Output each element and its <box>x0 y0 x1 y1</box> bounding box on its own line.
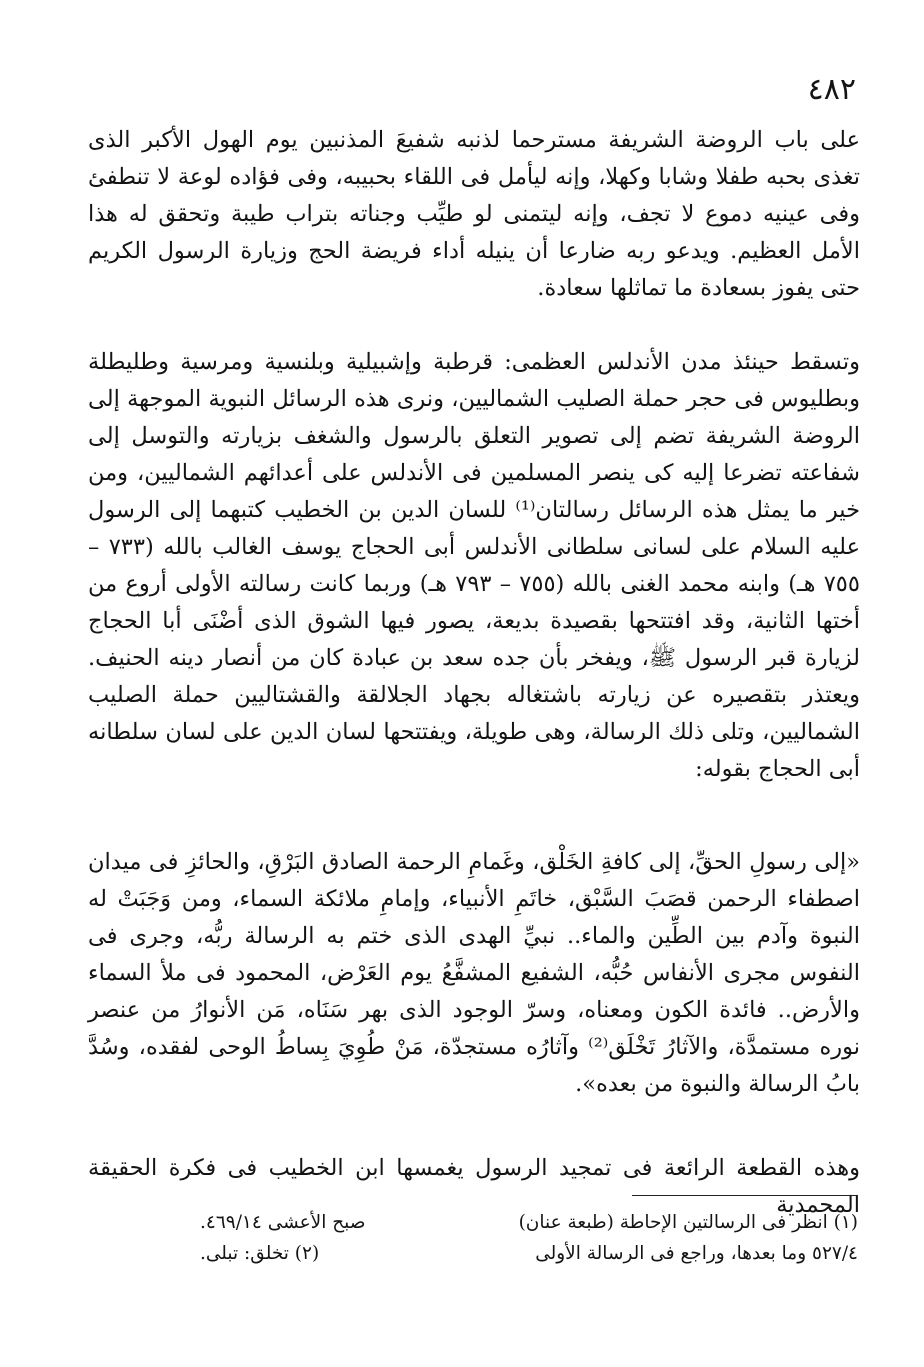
page-number: ٤٨٢ <box>807 72 856 107</box>
paragraph-2 <box>88 344 860 788</box>
footnote-row-2 <box>200 1238 858 1269</box>
footnote-1: (١) انظر فى الرسالتين الإحاطة (طبعة عنان) <box>518 1212 858 1233</box>
footnote-1-continued: ٥٢٧/٤ وما بعدها، وراجع فى الرسالة الأولى <box>535 1243 858 1264</box>
paragraph-text: وهذه القطعة الرائعة فى تمجيد الرسول يغمسها ابن الخطيب فى فكرة الحقيقة المحمدية <box>88 1155 860 1218</box>
quote-text: «إلى رسولِ الحقِّ، إلى كافةِ الخَلْق، وغَمامِ الرحمة الصادق البَرْقِ، والحائزِ فى ميدان اصطفاء الرحمن قصَبَ السَّبْق، خاتَمِ الأنبياء، وإمامِ ملائكة السماء، ومن وَجَبَتْ له النبوة وآدم بين الطِّين والماء.. نبيِّ الهدى الذى ختم به الرسالة ربُّه، وجرى فى النفوس مجرى الأنفاس حُبُّه، الشفيع المشفَّعُ يوم العَرْض، المحمود فى ملأ السماء والأرض.. فائدة الكون ومعناه، وسرّ الوجود الذى بهر سَنَاه، مَن الأنوارُ من عنصر نوره مستمدَّة، والآثارُ تَخْلَق⁽²⁾ وآثارُه مستجدّة، مَنْ طُوِيَ بِساطُ الوحى لفقده، وسُدَّ بابُ الرسالة والنبوة من بعده». <box>88 849 860 1097</box>
footnote-row-1 <box>200 1207 858 1238</box>
footnotes <box>200 1207 858 1269</box>
paragraph-1 <box>88 122 860 307</box>
footnote-divider <box>632 1195 857 1196</box>
footnote-2: (٢) تخلق: تبلى. <box>200 1243 320 1264</box>
paragraph-text: على باب الروضة الشريفة مسترحما لذنبه شفيعَ المذنبين يوم الهول الأكبر الذى تغذى بحبه طفلا وشابا وكهلا، وإنه ليأمل فى اللقاء بحبيبه، وفى فؤاده لوعة لا تنطفئ وفى عينيه دموع لا تجف، وإنه ليتمنى لو طيِّب وجناته بتراب طيبة وتحقق له هذا الأمل العظيم. ويدعو ربه ضارعا أن ينيله أداء فريضة الحج وزيارة الرسول الكريم حتى يفوز بسعادة ما تماثلها سعادة. <box>88 127 860 301</box>
letter-quote <box>88 844 860 1103</box>
paragraph-text: وتسقط حينئذ مدن الأندلس العظمى: قرطبة وإشبيلية وبلنسية ومرسية وطليطلة وبطليوس فى حجر حملة الصليب الشماليين، ونرى هذه الرسائل النبوية الموجهة إلى الروضة الشريفة تضم إلى تصوير التعلق بالرسول والشغف بزيارته والتوسل إلى شفاعته تضرعا إليه كى ينصر المسلمين فى الأندلس على أعدائهم الشماليين، ومن خير ما يمثل هذه الرسائل رسالتان⁽¹⁾ للسان الدين بن الخطيب كتبهما إلى الرسول عليه السلام على لسانى سلطانى الأندلس أبى الحجاج يوسف الغالب بالله (٧٣٣ – ٧٥٥ هـ) وابنه محمد الغنى بالله (٧٥٥ – ٧٩٣ هـ) وربما كانت رسالته الأولى أروع من أختها الثانية، وقد افتتحها بقصيدة بديعة، يصور فيها الشوق الذى أضْنَى أبا الحجاج لزيارة قبر الرسول ﷺ، ويفخر بأن جده سعد بن عبادة كان من أنصار دينه الحنيف. ويعتذر بتقصيره عن زيارته باشتغاله بجهاد الجلالقة والقشتاليين حملة الصليب الشماليين، وتلى ذلك الرسالة، وهى طويلة، ويفتتحها لسان الدين على لسان سلطانه أبى الحجاج بقوله: <box>88 349 860 782</box>
footnote-1-source: صبح الأعشى ٤٦٩/١٤. <box>200 1212 366 1233</box>
